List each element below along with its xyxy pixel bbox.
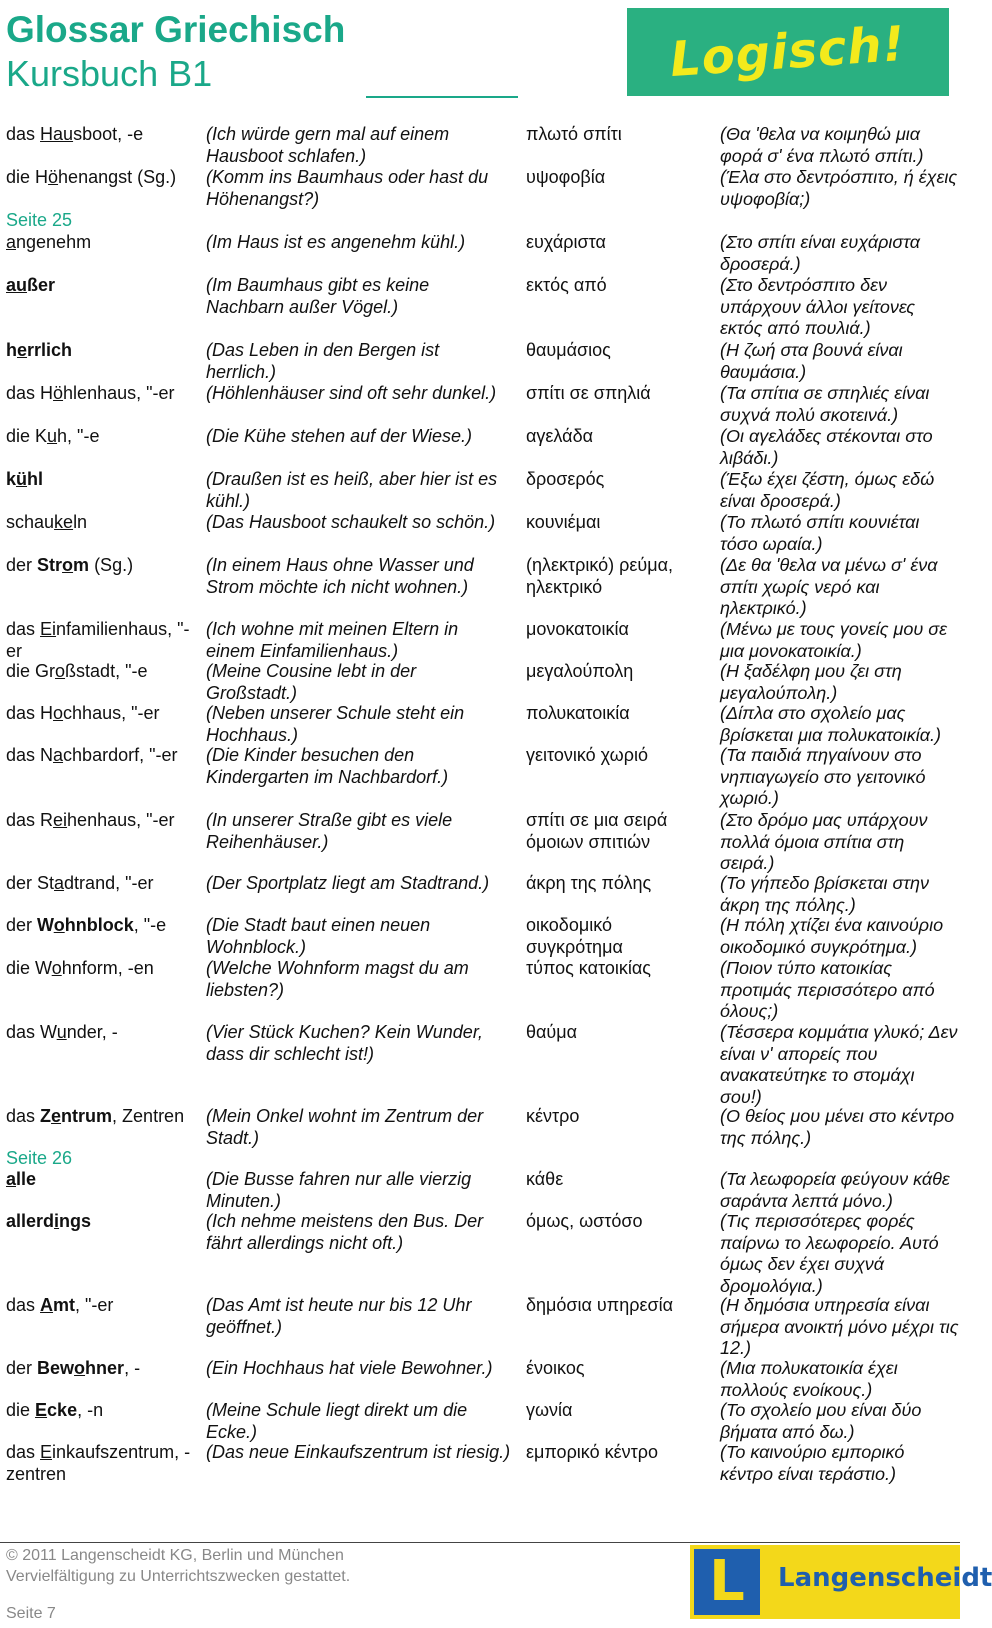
greek-term: πολυκατοικία bbox=[526, 703, 630, 723]
table-row bbox=[0, 661, 960, 703]
greek-term: όμως, ωστόσο bbox=[526, 1211, 643, 1231]
german-term: der Stadtrand, "-er bbox=[6, 873, 154, 893]
german-example: (Im Baumhaus gibt es keine Nachbarn außer Vögel.) bbox=[206, 275, 430, 317]
copy-permission-text: Vervielfältigung zu Unterrichtszwecken gestattet. bbox=[6, 1568, 351, 1585]
greek-example: (Στο σπίτι είναι ευχάριστα δροσερά.) bbox=[720, 232, 921, 274]
german-example: (Das Amt ist heute nur bis 12 Uhr geöffnet.) bbox=[206, 1295, 472, 1337]
table-row bbox=[0, 167, 960, 210]
logo-letter: L bbox=[694, 1549, 760, 1615]
page-subtitle: Kursbuch B1 bbox=[6, 53, 213, 94]
greek-term: άκρη της πόλης bbox=[526, 873, 652, 893]
greek-example: (Δίπλα στο σχολείο μας βρίσκεται μια πολυκατοικία.) bbox=[720, 703, 942, 745]
greek-example: (Η ζωή στα βουνά είναι θαυμάσια.) bbox=[720, 340, 903, 382]
greek-term: θαυμάσιος bbox=[526, 340, 611, 360]
table-row bbox=[0, 555, 960, 619]
greek-term: σπίτι σε μια σειρά όμοιων σπιτιών bbox=[526, 810, 668, 852]
greek-term: κουνιέμαι bbox=[526, 512, 601, 532]
greek-example: (Το γήπεδο βρίσκεται στην άκρη της πόλης.) bbox=[720, 873, 930, 915]
greek-example: (Μένω με τους γονείς μου σε μια μονοκατοικία.) bbox=[720, 619, 948, 661]
german-example: (Im Haus ist es angenehm kühl.) bbox=[206, 232, 466, 252]
greek-term: σπίτι σε σπηλιά bbox=[526, 383, 651, 403]
german-example: (Meine Cousine lebt in der Großstadt.) bbox=[206, 661, 417, 703]
german-example: (Das Hausboot schaukelt so schön.) bbox=[206, 512, 496, 532]
greek-example: (Θα 'θελα να κοιμηθώ μια φορά σ' ένα πλωτό σπίτι.) bbox=[720, 124, 924, 166]
german-term: die Kuh, "-e bbox=[6, 426, 100, 446]
greek-term: κάθε bbox=[526, 1169, 564, 1189]
greek-example: (Οι αγελάδες στέκονται στο λιβάδι.) bbox=[720, 426, 933, 468]
greek-example: (Η ξαδέλφη μου ζει στη μεγαλούπολη.) bbox=[720, 661, 902, 703]
greek-term: δροσερός bbox=[526, 469, 605, 489]
logo-text: Logisch! bbox=[668, 15, 908, 89]
german-example: (Die Busse fahren nur alle vierzig Minuten.) bbox=[206, 1169, 472, 1211]
german-term: das Reihenhaus, "-er bbox=[6, 810, 175, 830]
table-row bbox=[0, 1106, 960, 1148]
german-term: angenehm bbox=[6, 232, 92, 252]
table-row bbox=[0, 1169, 960, 1211]
german-term: das Amt, "-er bbox=[6, 1295, 114, 1315]
greek-term: αγελάδα bbox=[526, 426, 593, 446]
greek-term: μεγαλούπολη bbox=[526, 661, 634, 681]
german-example: (In einem Haus ohne Wasser und Strom möchte ich nicht wohnen.) bbox=[206, 555, 474, 597]
greek-example: (Η δημόσια υπηρεσία είναι σήμερα ανοικτή μόνο μέχρι τις 12.) bbox=[720, 1295, 959, 1359]
greek-example: (Δε θα 'θελα να μένω σ' ένα σπίτι χωρίς νερό και ηλεκτρικό.) bbox=[720, 555, 938, 619]
german-term: das Wunder, - bbox=[6, 1022, 118, 1042]
glossary-table bbox=[0, 124, 960, 1506]
german-example: (Das neue Einkaufszentrum ist riesig.) bbox=[206, 1442, 511, 1462]
german-term: das Hochhaus, "-er bbox=[6, 703, 160, 723]
german-term: außer bbox=[6, 275, 56, 295]
greek-example: (Έλα στο δεντρόσπιτο, ή έχεις υψοφοβία;) bbox=[720, 167, 958, 209]
german-term: die Wohnform, -en bbox=[6, 958, 154, 978]
german-term: das Nachbardorf, "-er bbox=[6, 745, 178, 765]
german-term: herrlich bbox=[6, 340, 73, 360]
german-example: (Welche Wohnform magst du am liebsten?) bbox=[206, 958, 469, 1000]
table-row bbox=[0, 124, 960, 167]
greek-example: (Τέσσερα κομμάτια γλυκό; Δεν είναι ν' απορείς που ανακατεύτηκε το στομάχι σου!) bbox=[720, 1022, 958, 1107]
german-example: (In unserer Straße gibt es viele Reihenhäuser.) bbox=[206, 810, 453, 852]
section-heading: Seite 25 bbox=[6, 210, 73, 230]
table-row bbox=[0, 1295, 960, 1358]
table-row bbox=[0, 1211, 960, 1295]
table-row bbox=[0, 1022, 960, 1106]
german-example: (Komm ins Baumhaus oder hast du Höhenangst?) bbox=[206, 167, 489, 209]
table-row bbox=[0, 1358, 960, 1400]
german-term: die Ecke, -n bbox=[6, 1400, 104, 1420]
german-example: (Vier Stück Kuchen? Kein Wunder, dass dir schlecht ist!) bbox=[206, 1022, 483, 1064]
page-number: Seite 7 bbox=[6, 1605, 56, 1622]
copyright-text: © 2011 Langenscheidt KG, Berlin und München bbox=[6, 1547, 344, 1564]
table-row bbox=[0, 873, 960, 915]
german-term: kühl bbox=[6, 469, 44, 489]
greek-term: εκτός από bbox=[526, 275, 607, 295]
table-row bbox=[0, 469, 960, 512]
german-term: der Wohnblock, "-e bbox=[6, 915, 167, 935]
german-term: die Großstadt, "-e bbox=[6, 661, 148, 681]
greek-example: (Μια πολυκατοικία έχει πολλούς ενοίκους.) bbox=[720, 1358, 898, 1400]
german-term: das Höhlenhaus, "-er bbox=[6, 383, 175, 403]
greek-term: οικοδομικό συγκρότημα bbox=[526, 915, 623, 957]
greek-term: δημόσια υπηρεσία bbox=[526, 1295, 673, 1315]
greek-term: τύπος κατοικίας bbox=[526, 958, 651, 978]
greek-term: πλωτό σπίτι bbox=[526, 124, 622, 144]
german-term: das Einfamilienhaus, "-er bbox=[6, 619, 190, 661]
table-row bbox=[0, 810, 960, 873]
german-example: (Ein Hochhaus hat viele Bewohner.) bbox=[206, 1358, 493, 1378]
german-example: (Draußen ist es heiß, aber hier ist es kühl.) bbox=[206, 469, 498, 511]
title-underline bbox=[366, 96, 518, 98]
table-row bbox=[0, 340, 960, 383]
german-example: (Meine Schule liegt direkt um die Ecke.) bbox=[206, 1400, 468, 1442]
german-term: die Höhenangst (Sg.) bbox=[6, 167, 177, 187]
greek-term: θαύμα bbox=[526, 1022, 578, 1042]
german-term: schaukeln bbox=[6, 512, 88, 532]
german-example: (Ich nehme meistens den Bus. Der fährt allerdings nicht oft.) bbox=[206, 1211, 484, 1253]
table-row bbox=[0, 915, 960, 958]
german-example: (Der Sportplatz liegt am Stadtrand.) bbox=[206, 873, 490, 893]
german-term: der Strom (Sg.) bbox=[6, 555, 134, 575]
greek-term: (ηλεκτρικό) ρεύμα, ηλεκτρικό bbox=[526, 555, 674, 597]
greek-example: (Τα σπίτια σε σπηλιές είναι συχνά πολύ σκοτεινά.) bbox=[720, 383, 930, 425]
greek-term: ευχάριστα bbox=[526, 232, 606, 252]
german-example: (Die Stadt baut einen neuen Wohnblock.) bbox=[206, 915, 431, 957]
greek-term: γειτονικό χωριό bbox=[526, 745, 648, 765]
german-example: (Mein Onkel wohnt im Zentrum der Stadt.) bbox=[206, 1106, 484, 1148]
greek-example: (Το πλωτό σπίτι κουνιέται τόσο ωραία.) bbox=[720, 512, 920, 554]
greek-example: (Ο θείος μου μένει στο κέντρο της πόλης.) bbox=[720, 1106, 955, 1148]
greek-example: (Τις περισσότερες φορές παίρνω το λεωφορείο. Αυτό όμως δεν έχει συχνά δρομολόγια.) bbox=[720, 1211, 939, 1296]
greek-example: (Έξω έχει ζέστη, όμως εδώ είναι δροσερά.) bbox=[720, 469, 935, 511]
german-term: das Hausboot, -e bbox=[6, 124, 144, 144]
german-example: (Ich wohne mit meinen Eltern in einem Einfamilienhaus.) bbox=[206, 619, 459, 661]
german-term: das Zentrum, Zentren bbox=[6, 1106, 185, 1126]
greek-term: μονοκατοικία bbox=[526, 619, 629, 639]
greek-example: (Ποιον τύπο κατοικίας προτιμάς περισσότερο από όλους;) bbox=[720, 958, 935, 1022]
table-row bbox=[0, 275, 960, 340]
greek-term: εμπορικό κέντρο bbox=[526, 1442, 658, 1462]
greek-term: κέντρο bbox=[526, 1106, 580, 1126]
greek-term: ένοικος bbox=[526, 1358, 585, 1378]
logisch-logo bbox=[627, 8, 949, 96]
langenscheidt-logo bbox=[690, 1545, 992, 1619]
table-row bbox=[0, 745, 960, 810]
table-row bbox=[0, 703, 960, 745]
german-example: (Höhlenhäuser sind oft sehr dunkel.) bbox=[206, 383, 497, 403]
table-row bbox=[0, 512, 960, 555]
german-term: alle bbox=[6, 1169, 37, 1189]
german-example: (Die Kühe stehen auf der Wiese.) bbox=[206, 426, 472, 446]
greek-example: (Το σχολείο μου είναι δύο βήματα από δω.) bbox=[720, 1400, 922, 1442]
german-example: (Das Leben in den Bergen ist herrlich.) bbox=[206, 340, 440, 382]
german-example: (Neben unserer Schule steht ein Hochhaus.) bbox=[206, 703, 465, 745]
table-row bbox=[0, 426, 960, 469]
greek-example: (Στο δρόμο μας υπάρχουν πολλά όμοια σπίτια στη σειρά.) bbox=[720, 810, 928, 874]
german-example: (Ich würde gern mal auf einem Hausboot schlafen.) bbox=[206, 124, 450, 166]
greek-example: (Στο δεντρόσπιτο δεν υπάρχουν άλλοι γείτονες εκτός από πουλιά.) bbox=[720, 275, 916, 339]
german-term: allerdings bbox=[6, 1211, 92, 1231]
table-row bbox=[0, 383, 960, 426]
table-row bbox=[0, 958, 960, 1022]
greek-example: (Το καινούριο εμπορικό κέντρο είναι τεράστιο.) bbox=[720, 1442, 905, 1484]
section-heading: Seite 26 bbox=[6, 1148, 73, 1168]
greek-example: (Τα λεωφορεία φεύγουν κάθε σαράντα λεπτά μόνο.) bbox=[720, 1169, 950, 1211]
page-header bbox=[0, 0, 960, 110]
table-row bbox=[0, 232, 960, 275]
german-term: das Einkaufszentrum, -zentren bbox=[6, 1442, 191, 1484]
table-row bbox=[0, 1442, 960, 1506]
greek-term: γωνία bbox=[526, 1400, 573, 1420]
logo-name: Langenscheidt bbox=[778, 1563, 992, 1593]
greek-example: (Τα παιδιά πηγαίνουν στο νηπιαγωγείο στο γειτονικό χωριό.) bbox=[720, 745, 926, 809]
footer-divider bbox=[0, 1542, 960, 1543]
table-row bbox=[0, 619, 960, 661]
page-title: Glossar Griechisch bbox=[6, 9, 346, 50]
german-term: der Bewohner, - bbox=[6, 1358, 141, 1378]
german-example: (Die Kinder besuchen den Kindergarten im Nachbardorf.) bbox=[206, 745, 449, 787]
table-row bbox=[0, 1400, 960, 1442]
greek-example: (Η πόλη χτίζει ένα καινούριο οικοδομικό συγκρότημα.) bbox=[720, 915, 944, 957]
greek-term: υψοφοβία bbox=[526, 167, 606, 187]
